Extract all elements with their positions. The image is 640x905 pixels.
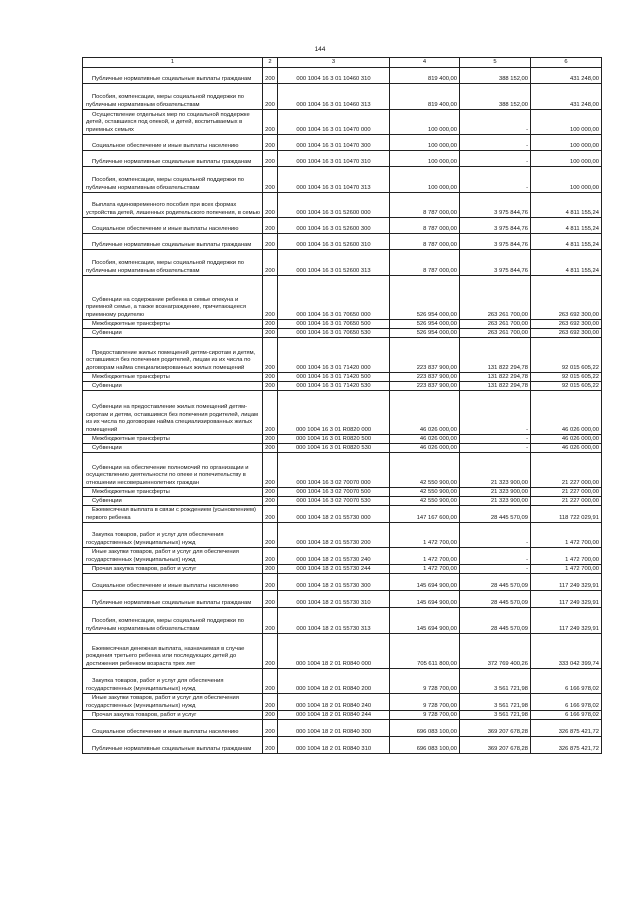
row-executed-amount: 3 975 844,76 xyxy=(460,234,531,250)
row-name: Предоставление жилых помещений детям-сиротам и детям, оставшимся без попечения родителей, лицам из их числа по договорам найма специализированных жилых помещений xyxy=(83,338,263,373)
row-code: 200 xyxy=(263,488,278,497)
row-name: Пособия, компенсации, меры социальной поддержки по публичным нормативным обязательствам xyxy=(83,84,263,110)
row-unexecuted-amount: 326 875 421,72 xyxy=(531,720,602,737)
row-approved-amount: 42 550 900,00 xyxy=(390,488,460,497)
row-name: Пособия, компенсации, меры социальной поддержки по публичным нормативным обязательствам xyxy=(83,250,263,276)
row-classification-code: 000 1004 18 2 01 55730 200 xyxy=(278,523,390,548)
header-cell: 3 xyxy=(278,58,390,68)
row-unexecuted-amount: 4 811 155,24 xyxy=(531,193,602,218)
row-code: 200 xyxy=(263,634,278,669)
row-unexecuted-amount: 21 227 000,00 xyxy=(531,497,602,506)
row-code: 200 xyxy=(263,320,278,329)
row-name: Прочая закупка товаров, работ и услуг xyxy=(83,565,263,574)
row-classification-code: 000 1004 18 2 01 55730 244 xyxy=(278,565,390,574)
row-executed-amount: - xyxy=(460,548,531,565)
header-cell: 6 xyxy=(531,58,602,68)
row-executed-amount: 28 445 570,09 xyxy=(460,608,531,634)
row-code: 200 xyxy=(263,711,278,720)
row-executed-amount: 3 561 721,98 xyxy=(460,669,531,694)
row-code: 200 xyxy=(263,329,278,338)
row-executed-amount: 28 445 570,09 xyxy=(460,574,531,591)
row-approved-amount: 145 694 900,00 xyxy=(390,591,460,608)
row-classification-code: 000 1004 16 3 01 R0820 530 xyxy=(278,444,390,453)
row-classification-code: 000 1004 16 3 01 10460 310 xyxy=(278,68,390,84)
row-unexecuted-amount: 92 015 605,22 xyxy=(531,382,602,391)
row-executed-amount: 28 445 570,09 xyxy=(460,591,531,608)
table-row xyxy=(83,84,602,110)
row-classification-code: 000 1004 16 3 02 70070 500 xyxy=(278,488,390,497)
row-classification-code: 000 1004 18 2 01 R0840 244 xyxy=(278,711,390,720)
table-row xyxy=(83,338,602,373)
row-classification-code: 000 1004 16 3 01 10470 300 xyxy=(278,135,390,151)
row-name: Пособия, компенсации, меры социальной поддержки по публичным нормативным обязательствам xyxy=(83,167,263,193)
row-approved-amount: 46 026 000,00 xyxy=(390,444,460,453)
row-executed-amount: - xyxy=(460,565,531,574)
row-executed-amount: - xyxy=(460,110,531,135)
row-unexecuted-amount: 92 015 605,22 xyxy=(531,373,602,382)
row-classification-code: 000 1004 16 3 01 R0820 000 xyxy=(278,391,390,435)
row-unexecuted-amount: 263 692 300,00 xyxy=(531,329,602,338)
row-executed-amount: 372 769 400,26 xyxy=(460,634,531,669)
budget-table xyxy=(82,57,602,754)
row-name: Публичные нормативные социальные выплаты гражданам xyxy=(83,68,263,84)
row-unexecuted-amount: 6 166 978,02 xyxy=(531,669,602,694)
row-approved-amount: 147 167 600,00 xyxy=(390,506,460,523)
row-name: Межбюджетные трансферты xyxy=(83,488,263,497)
row-executed-amount: - xyxy=(460,167,531,193)
row-code: 200 xyxy=(263,276,278,320)
row-executed-amount: 3 561 721,98 xyxy=(460,694,531,711)
table-row xyxy=(83,151,602,167)
row-unexecuted-amount: 4 811 155,24 xyxy=(531,218,602,234)
row-approved-amount: 42 550 900,00 xyxy=(390,453,460,488)
row-code: 200 xyxy=(263,591,278,608)
row-unexecuted-amount: 1 472 700,00 xyxy=(531,523,602,548)
row-classification-code: 000 1004 16 3 01 10460 313 xyxy=(278,84,390,110)
row-unexecuted-amount: 333 042 399,74 xyxy=(531,634,602,669)
row-name: Субвенции на обеспечение полномочий по организации и осуществлению деятельности по опеке и попечительству в отношении несовершеннолетних граждан xyxy=(83,453,263,488)
row-approved-amount: 46 026 000,00 xyxy=(390,391,460,435)
row-unexecuted-amount: 46 026 000,00 xyxy=(531,391,602,435)
row-code: 200 xyxy=(263,382,278,391)
row-approved-amount: 9 728 700,00 xyxy=(390,669,460,694)
row-name: Публичные нормативные социальные выплаты гражданам xyxy=(83,234,263,250)
row-classification-code: 000 1004 18 2 01 R0840 240 xyxy=(278,694,390,711)
row-approved-amount: 223 837 900,00 xyxy=(390,373,460,382)
row-unexecuted-amount: 46 026 000,00 xyxy=(531,444,602,453)
row-executed-amount: 131 822 294,78 xyxy=(460,338,531,373)
row-name: Субвенции xyxy=(83,444,263,453)
row-executed-amount: 263 261 700,00 xyxy=(460,276,531,320)
row-executed-amount: - xyxy=(460,435,531,444)
row-approved-amount: 100 000,00 xyxy=(390,135,460,151)
row-classification-code: 000 1004 16 3 01 71420 500 xyxy=(278,373,390,382)
row-unexecuted-amount: 46 026 000,00 xyxy=(531,435,602,444)
row-approved-amount: 526 954 000,00 xyxy=(390,329,460,338)
row-code: 200 xyxy=(263,523,278,548)
table-row xyxy=(83,506,602,523)
row-approved-amount: 145 694 900,00 xyxy=(390,608,460,634)
row-unexecuted-amount: 117 249 329,91 xyxy=(531,608,602,634)
table-row xyxy=(83,497,602,506)
row-approved-amount: 8 787 000,00 xyxy=(390,193,460,218)
table-row xyxy=(83,444,602,453)
table-row xyxy=(83,608,602,634)
row-approved-amount: 145 694 900,00 xyxy=(390,574,460,591)
row-classification-code: 000 1004 16 3 01 70650 000 xyxy=(278,276,390,320)
row-approved-amount: 46 026 000,00 xyxy=(390,435,460,444)
row-code: 200 xyxy=(263,453,278,488)
row-name: Межбюджетные трансферты xyxy=(83,373,263,382)
row-name: Иные закупки товаров, работ и услуг для обеспечения государственных (муниципальных) нужд xyxy=(83,694,263,711)
row-approved-amount: 696 083 100,00 xyxy=(390,720,460,737)
row-code: 200 xyxy=(263,338,278,373)
row-executed-amount: 131 822 294,78 xyxy=(460,382,531,391)
row-executed-amount: 369 207 678,28 xyxy=(460,720,531,737)
row-executed-amount: 131 822 294,78 xyxy=(460,373,531,382)
table-row xyxy=(83,574,602,591)
row-executed-amount: - xyxy=(460,444,531,453)
row-classification-code: 000 1004 18 2 01 R0840 310 xyxy=(278,737,390,754)
row-executed-amount: 3 561 721,98 xyxy=(460,711,531,720)
table-row xyxy=(83,669,602,694)
row-classification-code: 000 1004 16 3 02 70070 530 xyxy=(278,497,390,506)
row-name: Субвенции xyxy=(83,329,263,338)
row-executed-amount: 263 261 700,00 xyxy=(460,329,531,338)
row-unexecuted-amount: 4 811 155,24 xyxy=(531,250,602,276)
table-row xyxy=(83,234,602,250)
header-cell: 4 xyxy=(390,58,460,68)
row-classification-code: 000 1004 16 3 01 10470 000 xyxy=(278,110,390,135)
table-row xyxy=(83,193,602,218)
row-approved-amount: 100 000,00 xyxy=(390,151,460,167)
page-number: 144 xyxy=(314,46,326,53)
row-code: 200 xyxy=(263,497,278,506)
row-code: 200 xyxy=(263,574,278,591)
row-classification-code: 000 1004 18 2 01 55730 240 xyxy=(278,548,390,565)
row-code: 200 xyxy=(263,250,278,276)
row-code: 200 xyxy=(263,151,278,167)
row-unexecuted-amount: 4 811 155,24 xyxy=(531,234,602,250)
table-row xyxy=(83,565,602,574)
row-name: Закупка товаров, работ и услуг для обеспечения государственных (муниципальных) нужд xyxy=(83,669,263,694)
row-executed-amount: 263 261 700,00 xyxy=(460,320,531,329)
row-name: Выплата единовременного пособия при всех формах устройства детей, лишенных родительского попечения, в семью xyxy=(83,193,263,218)
row-approved-amount: 9 728 700,00 xyxy=(390,694,460,711)
table-row xyxy=(83,250,602,276)
row-name: Ежемесячная денежная выплата, назначаемая в случае рождения третьего ребенка или последующих детей до достижения ребенком возраста трех лет xyxy=(83,634,263,669)
row-executed-amount: - xyxy=(460,523,531,548)
row-approved-amount: 100 000,00 xyxy=(390,110,460,135)
row-code: 200 xyxy=(263,669,278,694)
row-approved-amount: 100 000,00 xyxy=(390,167,460,193)
table-row xyxy=(83,276,602,320)
table-row xyxy=(83,737,602,754)
header-cell: 5 xyxy=(460,58,531,68)
row-executed-amount: - xyxy=(460,151,531,167)
row-code: 200 xyxy=(263,218,278,234)
table-row xyxy=(83,218,602,234)
row-approved-amount: 526 954 000,00 xyxy=(390,320,460,329)
row-executed-amount: 369 207 678,28 xyxy=(460,737,531,754)
row-executed-amount: 21 323 900,00 xyxy=(460,488,531,497)
row-name: Межбюджетные трансферты xyxy=(83,435,263,444)
row-name: Социальное обеспечение и иные выплаты населению xyxy=(83,135,263,151)
header-cell: 2 xyxy=(263,58,278,68)
row-classification-code: 000 1004 18 2 01 55730 313 xyxy=(278,608,390,634)
row-executed-amount: - xyxy=(460,135,531,151)
row-name: Социальное обеспечение и иные выплаты населению xyxy=(83,574,263,591)
row-code: 200 xyxy=(263,694,278,711)
row-unexecuted-amount: 117 249 329,91 xyxy=(531,591,602,608)
row-approved-amount: 819 400,00 xyxy=(390,68,460,84)
table-row xyxy=(83,435,602,444)
row-approved-amount: 819 400,00 xyxy=(390,84,460,110)
row-name: Социальное обеспечение и иные выплаты населению xyxy=(83,218,263,234)
row-code: 200 xyxy=(263,737,278,754)
row-classification-code: 000 1004 16 3 01 52600 310 xyxy=(278,234,390,250)
row-classification-code: 000 1004 16 3 01 52600 300 xyxy=(278,218,390,234)
row-executed-amount: 388 152,00 xyxy=(460,68,531,84)
row-classification-code: 000 1004 18 2 01 55730 300 xyxy=(278,574,390,591)
row-name: Субвенции xyxy=(83,497,263,506)
row-executed-amount: 388 152,00 xyxy=(460,84,531,110)
row-classification-code: 000 1004 18 2 01 55730 000 xyxy=(278,506,390,523)
row-approved-amount: 526 954 000,00 xyxy=(390,276,460,320)
row-classification-code: 000 1004 18 2 01 R0840 000 xyxy=(278,634,390,669)
table-row xyxy=(83,373,602,382)
row-classification-code: 000 1004 18 2 01 55730 310 xyxy=(278,591,390,608)
table-row xyxy=(83,329,602,338)
row-code: 200 xyxy=(263,110,278,135)
row-name: Публичные нормативные социальные выплаты гражданам xyxy=(83,591,263,608)
row-code: 200 xyxy=(263,391,278,435)
row-unexecuted-amount: 6 166 978,02 xyxy=(531,711,602,720)
row-unexecuted-amount: 1 472 700,00 xyxy=(531,565,602,574)
row-executed-amount: 3 975 844,76 xyxy=(460,250,531,276)
row-approved-amount: 696 083 100,00 xyxy=(390,737,460,754)
row-approved-amount: 8 787 000,00 xyxy=(390,234,460,250)
row-unexecuted-amount: 263 692 300,00 xyxy=(531,320,602,329)
header-cell: 1 xyxy=(83,58,263,68)
row-executed-amount: - xyxy=(460,391,531,435)
row-code: 200 xyxy=(263,68,278,84)
row-unexecuted-amount: 117 249 329,91 xyxy=(531,574,602,591)
row-approved-amount: 9 728 700,00 xyxy=(390,711,460,720)
row-code: 200 xyxy=(263,444,278,453)
row-name: Ежемесячная выплата в связи с рождением (усыновлением) первого ребенка xyxy=(83,506,263,523)
table-row xyxy=(83,382,602,391)
row-code: 200 xyxy=(263,135,278,151)
table-row xyxy=(83,488,602,497)
table-header xyxy=(83,58,602,68)
table-row xyxy=(83,711,602,720)
row-approved-amount: 1 472 700,00 xyxy=(390,565,460,574)
row-classification-code: 000 1004 16 3 01 52600 000 xyxy=(278,193,390,218)
row-classification-code: 000 1004 16 3 01 71420 530 xyxy=(278,382,390,391)
row-unexecuted-amount: 1 472 700,00 xyxy=(531,548,602,565)
row-executed-amount: 3 975 844,76 xyxy=(460,193,531,218)
table-row xyxy=(83,694,602,711)
row-name: Межбюджетные трансферты xyxy=(83,320,263,329)
row-approved-amount: 223 837 900,00 xyxy=(390,338,460,373)
table-body xyxy=(83,68,602,754)
row-unexecuted-amount: 21 227 000,00 xyxy=(531,453,602,488)
row-name: Закупка товаров, работ и услуг для обеспечения государственных (муниципальных) нужд xyxy=(83,523,263,548)
row-code: 200 xyxy=(263,720,278,737)
row-approved-amount: 8 787 000,00 xyxy=(390,250,460,276)
row-approved-amount: 223 837 900,00 xyxy=(390,382,460,391)
row-name: Публичные нормативные социальные выплаты гражданам xyxy=(83,151,263,167)
row-code: 200 xyxy=(263,234,278,250)
row-unexecuted-amount: 100 000,00 xyxy=(531,151,602,167)
table-row xyxy=(83,634,602,669)
row-code: 200 xyxy=(263,548,278,565)
table-row xyxy=(83,391,602,435)
row-code: 200 xyxy=(263,373,278,382)
row-name: Субвенции на содержание ребенка в семье опекуна и приемной семье, а также вознаграждение, причитающееся приемному родителю xyxy=(83,276,263,320)
table-row xyxy=(83,548,602,565)
row-name: Субвенции на предоставление жилых помещений детям-сиротам и детям, оставшимся без попечения родителей, лицам из их числа по договорам найма специализированных жилых помещений xyxy=(83,391,263,435)
row-name: Социальное обеспечение и иные выплаты населению xyxy=(83,720,263,737)
row-code: 200 xyxy=(263,167,278,193)
table-row xyxy=(83,523,602,548)
row-name: Публичные нормативные социальные выплаты гражданам xyxy=(83,737,263,754)
row-name: Осуществление отдельных мер по социальной поддержке детей, оставшихся под опекой, и детей, воспитываемых в приемных семьях xyxy=(83,110,263,135)
row-code: 200 xyxy=(263,565,278,574)
row-classification-code: 000 1004 16 3 01 70650 500 xyxy=(278,320,390,329)
row-unexecuted-amount: 100 000,00 xyxy=(531,110,602,135)
row-code: 200 xyxy=(263,435,278,444)
table-row xyxy=(83,167,602,193)
row-unexecuted-amount: 263 692 300,00 xyxy=(531,276,602,320)
row-unexecuted-amount: 21 227 000,00 xyxy=(531,488,602,497)
row-executed-amount: 3 975 844,76 xyxy=(460,218,531,234)
row-approved-amount: 8 787 000,00 xyxy=(390,218,460,234)
row-classification-code: 000 1004 16 3 02 70070 000 xyxy=(278,453,390,488)
row-name: Пособия, компенсации, меры социальной поддержки по публичным нормативным обязательствам xyxy=(83,608,263,634)
table-row xyxy=(83,110,602,135)
row-code: 200 xyxy=(263,193,278,218)
row-unexecuted-amount: 100 000,00 xyxy=(531,167,602,193)
row-executed-amount: 21 323 900,00 xyxy=(460,453,531,488)
row-unexecuted-amount: 92 015 605,22 xyxy=(531,338,602,373)
row-name: Субвенции xyxy=(83,382,263,391)
row-name: Иные закупки товаров, работ и услуг для обеспечения государственных (муниципальных) нужд xyxy=(83,548,263,565)
row-executed-amount: 28 445 570,09 xyxy=(460,506,531,523)
row-executed-amount: 21 323 900,00 xyxy=(460,497,531,506)
table-row xyxy=(83,720,602,737)
table-row xyxy=(83,135,602,151)
row-unexecuted-amount: 431 248,00 xyxy=(531,68,602,84)
table-row xyxy=(83,591,602,608)
row-unexecuted-amount: 100 000,00 xyxy=(531,135,602,151)
row-name: Прочая закупка товаров, работ и услуг xyxy=(83,711,263,720)
row-code: 200 xyxy=(263,608,278,634)
row-classification-code: 000 1004 16 3 01 71420 000 xyxy=(278,338,390,373)
row-classification-code: 000 1004 18 2 01 R0840 200 xyxy=(278,669,390,694)
row-classification-code: 000 1004 16 3 01 10470 313 xyxy=(278,167,390,193)
table-row xyxy=(83,320,602,329)
table-row xyxy=(83,68,602,84)
row-classification-code: 000 1004 16 3 01 52600 313 xyxy=(278,250,390,276)
row-classification-code: 000 1004 16 3 01 10470 310 xyxy=(278,151,390,167)
row-approved-amount: 705 611 800,00 xyxy=(390,634,460,669)
row-unexecuted-amount: 326 875 421,72 xyxy=(531,737,602,754)
row-classification-code: 000 1004 16 3 01 70650 530 xyxy=(278,329,390,338)
row-approved-amount: 1 472 700,00 xyxy=(390,548,460,565)
row-code: 200 xyxy=(263,506,278,523)
row-unexecuted-amount: 118 722 029,91 xyxy=(531,506,602,523)
row-classification-code: 000 1004 16 3 01 R0820 500 xyxy=(278,435,390,444)
row-approved-amount: 42 550 900,00 xyxy=(390,497,460,506)
table-row xyxy=(83,453,602,488)
row-code: 200 xyxy=(263,84,278,110)
row-unexecuted-amount: 431 248,00 xyxy=(531,84,602,110)
row-unexecuted-amount: 6 166 978,02 xyxy=(531,694,602,711)
header-row xyxy=(83,58,602,68)
row-approved-amount: 1 472 700,00 xyxy=(390,523,460,548)
row-classification-code: 000 1004 18 2 01 R0840 300 xyxy=(278,720,390,737)
